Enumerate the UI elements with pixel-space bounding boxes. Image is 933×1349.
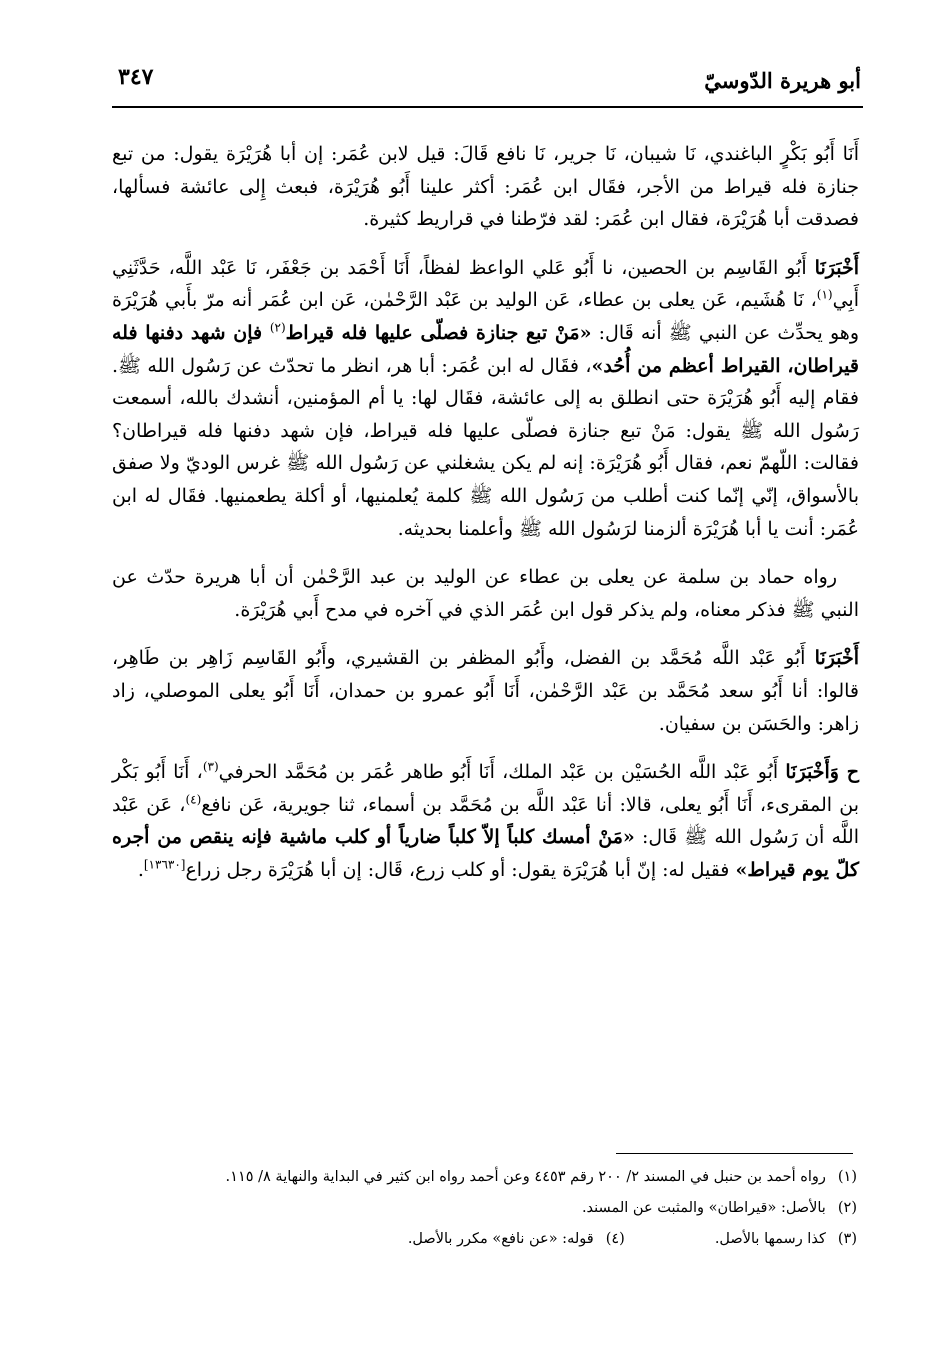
body-text: أَبُو عَبْد اللَّه الحُسَيْن بن عَبْد الملك، أَنَا أَبُو طاهر عُمَر بن مُحَمَّد الحرفي [218,761,786,784]
footnote-text: بالأصل: «قيراطان» والمثبت عن المسند. [581,1200,826,1216]
footnote-ref: (١) [816,288,833,303]
footnote-text: كذا رسمها بالأصل. [714,1231,826,1247]
bold-text: أَخْبَرَنَا [814,647,859,670]
footnote-3 [715,1224,857,1255]
bold-text: أَخْبَرَنَا [814,256,859,279]
paragraph [112,756,859,886]
body-text: رواه حماد بن سلمة عن يعلى بن عطاء عن الوليد بن عبد الرَّحْمٰن أن أبا هريرة حدّث عن النبي ﷺ فذكر معناه، ولم يذكر قول ابن عُمَر الذي في آخره في مدح أَبي هُرَيْرَة. [112,566,859,621]
bold-text: ح وَأَخْبَرَنَا [785,761,859,784]
bold-text: فإن شهد دفنها فله قيراطان، القيراط أعظم من أُحُد» [112,321,859,377]
footnote-text: رواه أحمد بن حنبل في المسند ٢/ ٢٠٠ رقم ٤٤٥٣ وعن أحمد رواه ابن كثير في البداية والنهاية ٨/ ١١٥. [225,1169,826,1185]
paragraph [112,252,859,545]
running-header [118,60,861,104]
footnote-ref: [١٣٦٣٠] [143,857,186,872]
footnote-1 [112,1162,857,1193]
paragraph [112,138,859,236]
header-rule [112,106,863,108]
paragraph [112,561,859,626]
footnote-ref: (٤) [185,792,202,807]
body-text: أَنَا أَبُو بَكْرٍ الباغندي، نَا شيبان، نَا جرير، نَا نافع قَالَ: قيل لابن عُمَر: إن أبا هُرَيْرَة يقول: من تبع جنازة فله قيراط من الأجر، فقَال ابن عُمَر: أكثر علينا أَبُو هُرَيْرَة، فبعث إِلى عائشة فسألها، فصدقت أبا هُرَيْرَة، فقال ابن عُمَر: لقد فرّطنا في قراريط كثيرة. [112,143,859,231]
footnote-number: (٤) [605,1231,625,1247]
footnote-ref: (٣) [202,759,219,774]
footnote-number: (٢) [837,1200,857,1216]
footnote-number: (٣) [837,1231,857,1247]
footnotes [112,1162,857,1255]
footnote-4 [408,1224,625,1255]
bold-text: «مَنْ تبع جنازة فصلّى عليها فله قيراط [285,321,592,344]
footnote-row [112,1224,857,1255]
body-text: ، نَا هُشَيم، عَن يعلى بن عطاء، عَن الوليد بن عَبْد الرَّحْمٰن، عَن ابن عُمَر أنه مرّ بأَبي هُرَيْرَة وهو يحدِّث عن النبي ﷺ أنه قَال: [112,289,859,344]
body-text: فقيل له: إنّ أبا هُرَيْرَة يقول: أو كلب زرع، قَال: إن أبا هُرَيْرَة رجل زراع [185,858,736,881]
footnote-number: (١) [837,1169,857,1185]
body-text: أَبُو عَبْد اللَّه مُحَمَّد بن الفضل، وأَبُو المظفر بن القشيري، وأَبُو القَاسِم زَاهِر بن طَاهِر، قالوا: أنا أَبُو سعد مُحَمَّد بن عَبْد الرَّحْمٰن، أَنَا أَبُو عمرو بن حمدان، أَنَا أَبُو يعلى الموصلي، زاد زاهر: والحَسَن بن سفيان. [112,647,859,735]
main-text [112,138,859,902]
body-text: ، عَن عَبْد اللَّه أن رَسُول الله ﷺ قَال: [112,793,859,849]
bold-text: «مَنْ أمسك كلباً إلاّ كلباً ضارياً أو كلب ماشية فإنه ينقص من أجره كلّ يوم قيراط» [112,826,859,881]
body-text: أَبُو القَاسِم بن الحصين، نا أَبُو عَلي الواعظ لفظاً، أَنَا أَحْمَد بن جَعْفَر، نَا عَبْد اللَّه، حَدَّثَنِي أَبِي [112,256,859,312]
page-number: ٣٤٧ [118,64,154,90]
body-text: ، فقَال له ابن عُمَر: أبا هر، انظر ما تحدّث عن رَسُول الله ﷺ. فقام إليه أَبُو هُرَيْرَة حتى انطلق به إلى عائشة، فقَال لها: يا أم المؤمنين، أنشدك بالله، أسمعت رَسُول الله ﷺ يقول: مَنْ تبع جنازة فصلّى عليها فله قيراط، فإن شهد دفنها فله قيراطان؟ فقالت: اللّهمّ نعم، فقال أَبُو هُرَيْرَة: إنه لم يكن يشغلني عن رَسُول الله ﷺ غرس الوديّ ولا صفق بالأسواق، إنّي إنّما كنت أطلب من رَسُول الله ﷺ كلمة يُعلمنيها، أو أكلة يطعمنيها. فقَال له ابن عُمَر: أنت يا أبا هُرَيْرَة ألزمنا لرَسُول الله ﷺ وأعلمنا بحديثه. [112,354,859,540]
running-title: أبو هريرة الدّوسيّ [704,68,861,93]
footnote-text: قوله: «عن نافع» مكرر بالأصل. [407,1231,594,1247]
footnote-separator [616,1153,853,1154]
footnote-ref: (٢) [269,320,286,335]
body-text: ، أَنَا أَبُو بَكْر بن المقرىء، أَنَا أَبُو يعلى، قالا: أنا عَبْد اللَّه بن مُحَمَّد بن أسماء، ثنا جويرية، عَن نافع [112,761,859,816]
paragraph [112,642,859,740]
footnote-2 [112,1193,857,1224]
body-text: . [137,858,144,881]
